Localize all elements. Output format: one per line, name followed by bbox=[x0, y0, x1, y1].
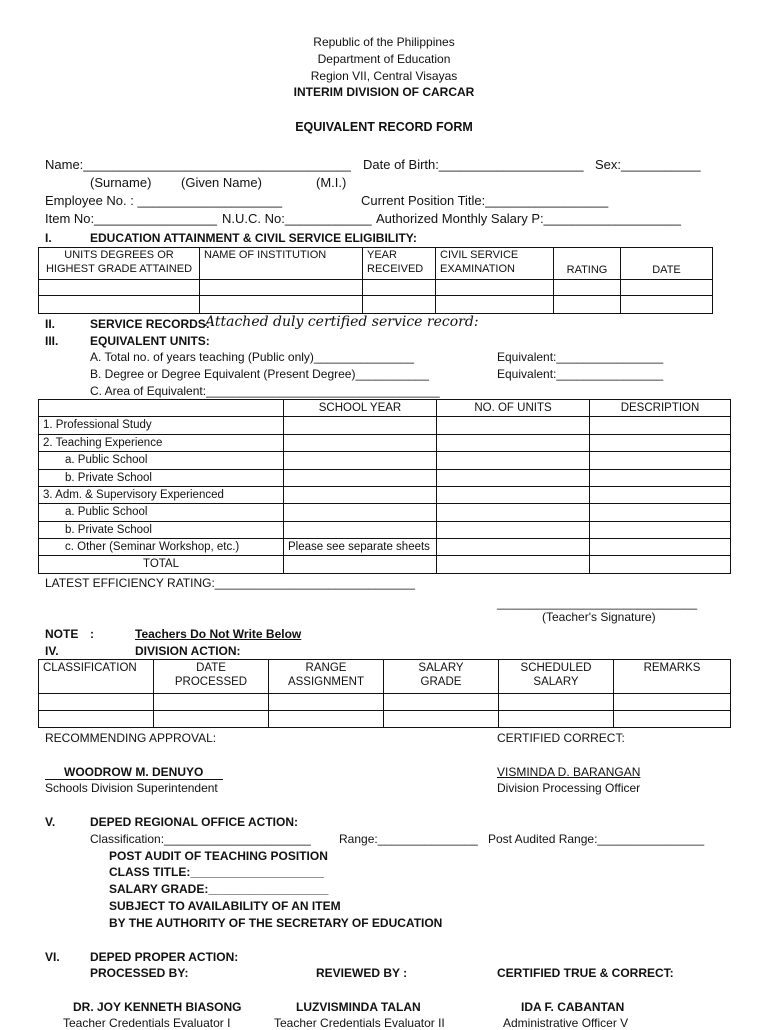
position-title-field[interactable]: Current Position Title:_________________ bbox=[361, 193, 609, 208]
section-5-title: DEPED REGIONAL OFFICE ACTION: bbox=[90, 815, 299, 829]
section-4-number: IV. bbox=[45, 644, 59, 658]
item-no-field[interactable]: Item No:_________________ bbox=[45, 211, 218, 226]
availability-note: SUBJECT TO AVAILABILITY OF AN ITEM bbox=[109, 899, 341, 913]
header-department: Department of Education bbox=[317, 52, 451, 66]
authority-note: BY THE AUTHORITY OF THE SECRETARY OF EDUCATION bbox=[109, 916, 443, 930]
efficiency-rating-field[interactable]: LATEST EFFICIENCY RATING:______________________________ bbox=[45, 576, 416, 590]
table-row bbox=[39, 469, 731, 486]
header-division: INTERIM DIVISION OF CARCAR bbox=[293, 85, 475, 99]
processing-officer-name: VISMINDA D. BARANGAN bbox=[497, 765, 641, 779]
edu-header-rating: RATING bbox=[554, 248, 621, 280]
edu-header-exam: CIVIL SERVICE EXAMINATION bbox=[436, 248, 554, 280]
form-title: EQUIVALENT RECORD FORM bbox=[295, 120, 473, 134]
surname-label: (Surname) bbox=[90, 175, 152, 190]
section-4-title: DIVISION ACTION: bbox=[135, 644, 241, 658]
div-header-classification: CLASSIFICATION bbox=[39, 660, 154, 694]
row-label: a. Public School bbox=[39, 504, 284, 521]
education-table bbox=[38, 247, 713, 314]
years-equivalent-field[interactable]: Equivalent:________________ bbox=[497, 350, 664, 364]
superintendent-name: WOODROW M. DENUYO bbox=[45, 765, 223, 780]
nuc-no-field[interactable]: N.U.C. No:____________ bbox=[222, 211, 372, 226]
table-row bbox=[39, 521, 731, 538]
teacher-signature-line[interactable]: ______________________________ bbox=[497, 596, 698, 610]
units-header-description: DESCRIPTION bbox=[590, 400, 731, 417]
table-row bbox=[39, 504, 731, 521]
area-equivalent-field[interactable]: C. Area of Equivalent:___________________________________ bbox=[90, 384, 440, 398]
table-row bbox=[39, 296, 713, 314]
header-region: Region VII, Central Visayas bbox=[310, 69, 458, 83]
certified-true-label: CERTIFIED TRUE & CORRECT: bbox=[497, 966, 674, 980]
dob-field[interactable]: Date of Birth:____________________ bbox=[363, 157, 584, 172]
service-record-value: Attached duly certified service record: bbox=[205, 314, 479, 330]
teacher-signature-label: (Teacher's Signature) bbox=[542, 610, 656, 624]
row-label: b. Private School bbox=[39, 469, 284, 486]
row-label-total: TOTAL bbox=[39, 556, 284, 573]
evaluator-1-position: Teacher Credentials Evaluator I bbox=[63, 1016, 231, 1030]
post-audit-heading: POST AUDIT OF TEACHING POSITION bbox=[109, 849, 328, 863]
division-action-table bbox=[38, 659, 731, 728]
sex-field[interactable]: Sex:___________ bbox=[595, 157, 701, 172]
note-label: NOTE bbox=[45, 627, 79, 641]
processing-officer-position: Division Processing Officer bbox=[497, 781, 641, 795]
range-field[interactable]: Range:_______________ bbox=[339, 832, 478, 846]
table-row bbox=[39, 452, 731, 469]
table-row bbox=[39, 694, 731, 711]
row-label: 1. Professional Study bbox=[39, 417, 284, 434]
div-header-range: RANGE ASSIGNMENT bbox=[269, 660, 384, 694]
edu-header-institution: NAME OF INSTITUTION bbox=[200, 248, 363, 280]
section-6-title: DEPED PROPER ACTION: bbox=[90, 950, 239, 964]
section-2-number: II. bbox=[45, 317, 56, 331]
processed-by-label: PROCESSED BY: bbox=[90, 966, 189, 980]
table-row bbox=[39, 539, 731, 556]
div-header-salary-grade: SALARY GRADE bbox=[384, 660, 499, 694]
div-header-remarks: REMARKS bbox=[614, 660, 731, 694]
evaluator-2-name: LUZVISMINDA TALAN bbox=[296, 1000, 421, 1014]
employee-no-field[interactable]: Employee No. : ____________________ bbox=[45, 193, 283, 208]
classification-field[interactable]: Classification:______________________ bbox=[90, 832, 311, 846]
mi-label: (M.I.) bbox=[316, 175, 347, 190]
certified-correct-label: CERTIFIED CORRECT: bbox=[497, 731, 625, 745]
units-header-school-year: SCHOOL YEAR bbox=[284, 400, 437, 417]
separate-sheets-note: Please see separate sheets bbox=[284, 539, 437, 556]
reviewed-by-label: REVIEWED BY : bbox=[316, 966, 408, 980]
note-text: Teachers Do Not Write Below bbox=[135, 627, 302, 641]
table-row bbox=[39, 434, 731, 451]
edu-header-units: UNITS DEGREES OR HIGHEST GRADE ATTAINED bbox=[39, 248, 200, 280]
years-teaching-field[interactable]: A. Total no. of years teaching (Public only)_______________ bbox=[90, 350, 415, 364]
section-3-title: EQUIVALENT UNITS: bbox=[90, 334, 210, 348]
row-label: c. Other (Seminar Workshop, etc.) bbox=[39, 539, 284, 556]
name-field[interactable]: Name:_____________________________________ bbox=[45, 157, 351, 172]
section-2-title: SERVICE RECORDS: bbox=[90, 317, 210, 331]
row-label: b. Private School bbox=[39, 521, 284, 538]
table-row bbox=[39, 556, 731, 573]
row-label: 2. Teaching Experience bbox=[39, 434, 284, 451]
post-audited-range-field[interactable]: Post Audited Range:________________ bbox=[488, 832, 705, 846]
recommending-approval-label: RECOMMENDING APPROVAL: bbox=[45, 731, 217, 745]
degree-equivalent-field[interactable]: Equivalent:________________ bbox=[497, 367, 664, 381]
section-1-title: EDUCATION ATTAINMENT & CIVIL SERVICE ELIGIBILITY: bbox=[90, 231, 417, 245]
monthly-salary-field[interactable]: Authorized Monthly Salary P:___________________ bbox=[376, 211, 682, 226]
class-title-field[interactable]: CLASS TITLE:____________________ bbox=[109, 865, 324, 879]
table-row bbox=[39, 417, 731, 434]
evaluator-1-name: DR. JOY KENNETH BIASONG bbox=[73, 1000, 242, 1014]
table-row bbox=[39, 711, 731, 728]
header-republic: Republic of the Philippines bbox=[313, 35, 455, 49]
salary-grade-field[interactable]: SALARY GRADE:__________________ bbox=[109, 882, 329, 896]
table-row bbox=[39, 280, 713, 296]
edu-header-year: YEAR RECEIVED bbox=[363, 248, 436, 280]
degree-field[interactable]: B. Degree or Degree Equivalent (Present Degree)___________ bbox=[90, 367, 429, 381]
given-name-label: (Given Name) bbox=[181, 175, 262, 190]
table-row bbox=[39, 486, 731, 503]
row-label: 3. Adm. & Supervisory Experienced bbox=[39, 486, 284, 503]
superintendent-position: Schools Division Superintendent bbox=[45, 781, 218, 795]
div-header-date: DATE PROCESSED bbox=[154, 660, 269, 694]
row-label: a. Public School bbox=[39, 452, 284, 469]
edu-header-date: DATE bbox=[621, 248, 713, 280]
section-1-number: I. bbox=[45, 231, 52, 245]
section-5-number: V. bbox=[45, 815, 56, 829]
admin-officer-position: Administrative Officer V bbox=[503, 1016, 629, 1030]
section-6-number: VI. bbox=[45, 950, 60, 964]
evaluator-2-position: Teacher Credentials Evaluator II bbox=[274, 1016, 445, 1030]
section-3-number: III. bbox=[45, 334, 59, 348]
equivalent-units-table bbox=[38, 399, 731, 574]
units-header-no-units: NO. OF UNITS bbox=[437, 400, 590, 417]
div-header-scheduled-salary: SCHEDULED SALARY bbox=[499, 660, 614, 694]
note-colon: : bbox=[90, 627, 94, 641]
admin-officer-name: IDA F. CABANTAN bbox=[521, 1000, 625, 1014]
